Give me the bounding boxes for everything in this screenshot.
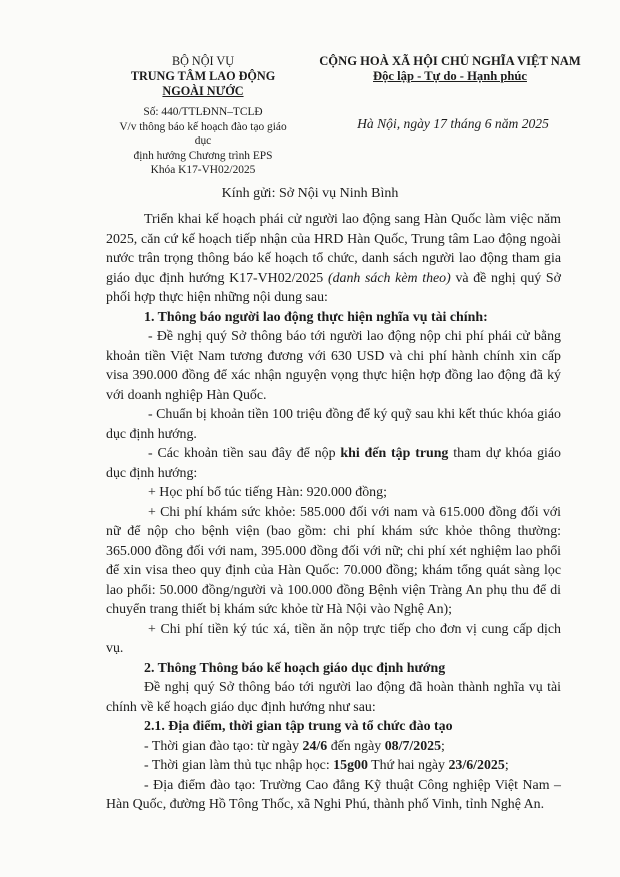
section2-heading: 2. Thông Thông báo kế hoạch giáo dục định hướng: [144, 660, 446, 676]
document-number: Số: 440/TTLĐNN–TCLĐ: [143, 106, 263, 118]
training-time: [106, 737, 561, 757]
issuer-block: [118, 54, 288, 178]
training-start: 24/6: [302, 738, 328, 754]
training-end: 08/7/2025: [384, 738, 442, 754]
section2-1-heading: 2.1. Địa điểm, thời gian tập trung và tổ chức đào tạo: [144, 719, 453, 734]
section1-heading: 1. Thông báo người lao động thực hiện nghĩa vụ tài chính:: [144, 309, 488, 325]
subject-line3: Khóa K17-VH02/2025: [150, 164, 256, 177]
fee-item-health: + Chi phí khám sức khỏe: 585.000 đối với nam và 615.000 đồng đối với nữ để nộp cho bệnh viện (bao gồm: chi phí khám sức khỏe thông thường: 365.000 đồng đối với nam, 395.000 đồng đối với nữ; chi phí xét nghiệm lao phổi để xin visa theo quy định của Hàn Quốc: 70.000 đồng; khám tổng quát sàng lọc lao phổi: 50.000 đồng/người và 100.000 đồng Bệnh viện Tràng An phụ thu để di chuyển trang thiết bị khám sức khỏe từ Hà Nội vào Nghệ An);: [106, 504, 561, 617]
enrollment-end: ;: [504, 758, 509, 773]
training-time-end: ;: [441, 738, 445, 754]
section1-paragraph1: - Đề nghị quý Sở thông báo tới người lao động nộp chi phí phái cử bằng khoản tiền Việt Nam tương đương với 630 USD và chi phí hành chính xin cấp visa 390.000 đồng để xác nhận nguyện vọng thực hiện hợp đồng lao động đã ký với doanh nghiệp Hàn Quốc.: [106, 329, 561, 403]
p3-bold: khi đến tập trung: [340, 446, 449, 461]
national-motto: Độc lập - Tự do - Hạnh phúc: [373, 69, 527, 83]
section1-paragraph3: [106, 444, 561, 483]
ministry-name: BỘ NỘI VỤ: [171, 54, 235, 68]
enrollment-label: - Thời gian làm thủ tục nhập học:: [144, 758, 334, 773]
intro-italic-note: (danh sách kèm theo): [327, 270, 451, 286]
enrollment-mid: Thứ hai ngày: [367, 758, 449, 773]
training-location: - Địa điểm đào tạo: Trường Cao đẳng Kỹ thuật Công nghiệp Việt Nam – Hàn Quốc, đường Hồ Tông Thốc, xã Nghi Phú, thành phố Vinh, tỉnh Nghệ An.: [106, 777, 561, 812]
subject-line1: V/v thông báo kế hoạch đào tạo giáo dục: [119, 120, 287, 148]
center-name-line1: TRUNG TÂM LAO ĐỘNG: [130, 69, 276, 83]
enrollment-time: [106, 756, 561, 776]
intro-paragraph: [106, 210, 561, 308]
training-time-mid: đến ngày: [327, 738, 385, 754]
fee-item-dorm: + Chi phí tiền ký túc xá, tiền ăn nộp trực tiếp cho đơn vị cung cấp dịch vụ.: [106, 621, 561, 656]
intro-tail: và đề nghị quý Sở phối hợp thực hiện những nội dung sau:: [106, 270, 561, 305]
recipient-greeting: Kính gửi: Sở Nội vụ Ninh Bình: [221, 186, 399, 201]
subject-line2: định hướng Chương trình EPS: [133, 149, 273, 162]
nation-title: CỘNG HOÀ XÃ HỘI CHỦ NGHĨA VIỆT NAM: [319, 54, 581, 68]
enrollment-hour: 15g00: [333, 758, 368, 773]
training-time-label: - Thời gian đào tạo: từ ngày: [144, 738, 303, 754]
enrollment-date: 23/6/2025: [448, 758, 505, 773]
national-header: [300, 54, 600, 84]
p3-text-c: tham dự khóa giáo dục định hướng:: [106, 446, 561, 481]
section1-paragraph2: - Chuẩn bị khoản tiền 100 triệu đồng để ký quỹ sau khi kết thúc khóa giáo dục định hướng.: [106, 407, 561, 442]
intro-text: Triển khai kế hoạch phái cử người lao động sang Hàn Quốc làm việc năm 2025, căn cứ kế hoạch tiếp nhận của HRD Hàn Quốc, Trung tâm Lao động ngoài nước trân trọng thông báo kế hoạch tổ chức, danh sách người lao động tham gia giáo dục định hướng K17-VH02/2025: [106, 212, 561, 286]
p3-text-a: - Các khoản tiền sau đây để nộp: [148, 446, 341, 461]
document-body: [106, 210, 561, 815]
fee-item-tuition: + Học phí bổ túc tiếng Hàn: 920.000 đồng;: [148, 485, 387, 500]
issue-date: Hà Nội, ngày 17 tháng 6 năm 2025: [357, 116, 549, 131]
section2-paragraph1: Đề nghị quý Sở thông báo tới người lao động đã hoàn thành nghĩa vụ tài chính về kế hoạch giáo dục định hướng như sau:: [106, 680, 561, 715]
center-name-line2: NGOÀI NƯỚC: [162, 84, 244, 98]
